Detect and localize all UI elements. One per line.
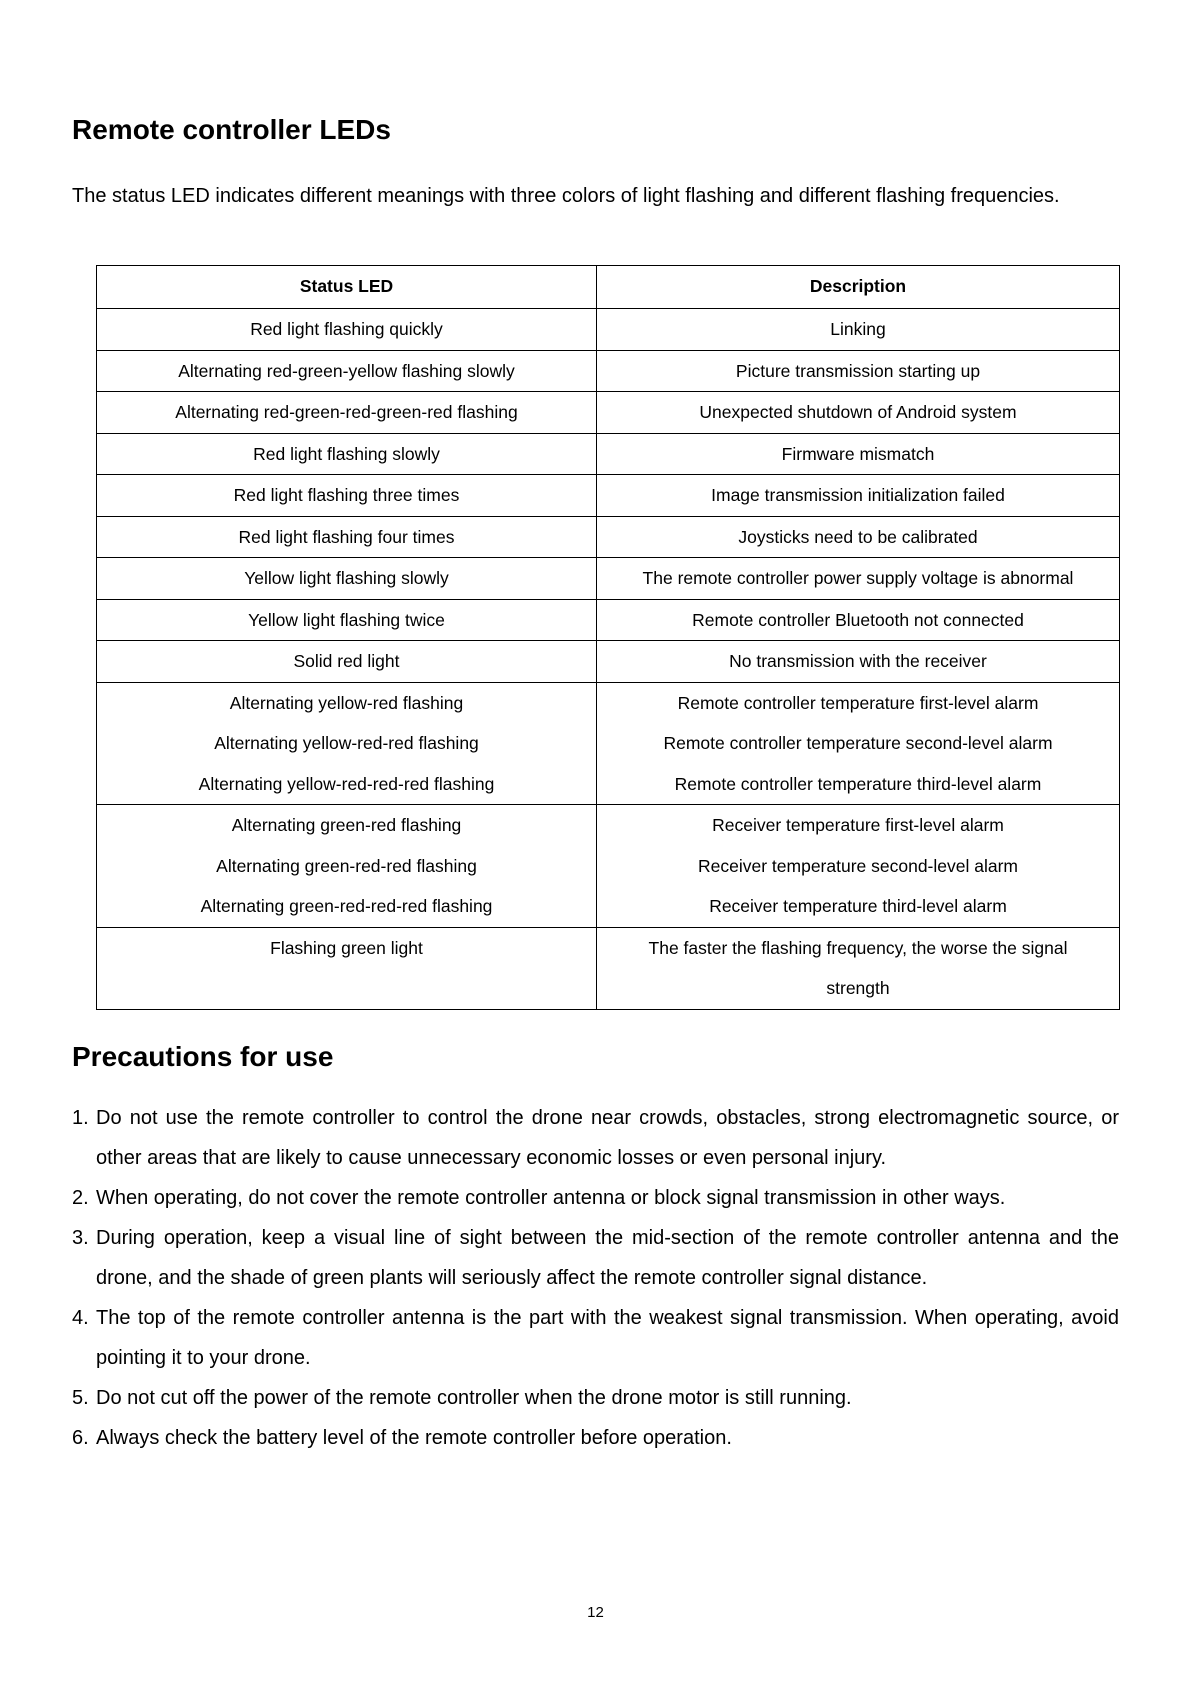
description-text: Firmware mismatch <box>781 443 935 464</box>
description-text: Image transmission initialization failed <box>711 485 1005 505</box>
list-item-text: Do not use the remote controller to control the drone near crowds, obstacles, strong electromagnetic source, or other areas that are likely to cause unnecessary economic losses or even personal injury. <box>96 1107 1119 1169</box>
status-led-text: Alternating green-red-red-red flashing <box>200 896 493 916</box>
table-header-row <box>97 266 1120 309</box>
list-item-number: 3. <box>72 1227 89 1249</box>
status-led-text: Solid red light <box>293 651 400 671</box>
table-row <box>97 516 1120 558</box>
table-row <box>97 558 1120 600</box>
description-cell <box>597 682 1120 805</box>
status-led-cell <box>97 392 597 434</box>
description-cell <box>597 927 1120 1009</box>
description-text: Remote controller temperature first-level alarm <box>677 692 1039 713</box>
list-item-number: 2. <box>72 1187 89 1209</box>
description-cell <box>597 599 1120 641</box>
status-led-text: Alternating yellow-red-red-red flashing <box>198 773 495 794</box>
table-row-receiver-temperature-alarms <box>97 805 1120 928</box>
description-cell <box>597 350 1120 392</box>
description-cell <box>597 805 1120 928</box>
table-row-remote-temperature-alarms <box>97 682 1120 805</box>
column-header-description: Description <box>597 266 1120 309</box>
status-led-cell <box>97 350 597 392</box>
status-led-text: Red light flashing three times <box>233 485 460 505</box>
page-number: 12 <box>587 1604 604 1621</box>
status-led-cell <box>97 599 597 641</box>
table-row <box>97 475 1120 517</box>
status-led-cell <box>97 805 597 928</box>
description-cell <box>597 309 1120 351</box>
description-text: The remote controller power supply voltage is abnormal <box>642 568 1074 588</box>
column-header-status-led: Status LED <box>97 266 597 309</box>
list-item-text: The top of the remote controller antenna is the part with the weakest signal transmission. When operating, avoid pointing it to your drone. <box>96 1307 1119 1369</box>
status-led-text: Alternating green-red-red flashing <box>216 855 477 876</box>
status-led-text: Alternating yellow-red flashing <box>229 692 464 713</box>
list-item-number: 5. <box>72 1387 89 1409</box>
list-item <box>72 1378 1119 1418</box>
section-title-precautions-for-use: Precautions for use <box>72 1041 334 1072</box>
description-text: The faster the flashing frequency, the worse the signal <box>648 937 1068 958</box>
description-text: Joysticks need to be calibrated <box>738 526 978 547</box>
description-text: Picture transmission starting up <box>735 360 981 381</box>
list-item <box>72 1218 1119 1298</box>
description-text: Remote controller temperature third-level alarm <box>674 773 1042 794</box>
table-row-signal-strength <box>97 927 1120 1009</box>
table-row <box>97 641 1120 683</box>
list-item <box>72 1178 1119 1218</box>
status-led-text: Yellow light flashing twice <box>248 609 445 630</box>
status-led-cell <box>97 516 597 558</box>
list-item <box>72 1418 1119 1458</box>
list-item-number: 1. <box>72 1107 89 1129</box>
description-cell <box>597 516 1120 558</box>
list-item-text: Do not cut off the power of the remote controller when the drone motor is still running. <box>96 1387 852 1409</box>
table-row <box>97 599 1120 641</box>
list-item <box>72 1298 1119 1378</box>
list-item-text: Always check the battery level of the remote controller before operation. <box>96 1427 732 1449</box>
description-text: No transmission with the receiver <box>729 651 987 671</box>
status-led-text: Alternating red-green-yellow flashing slowly <box>178 360 515 381</box>
description-text: Receiver temperature second-level alarm <box>698 855 1018 876</box>
status-led-cell <box>97 927 597 1009</box>
status-led-text: Red light flashing quickly <box>250 319 443 339</box>
status-led-text: Alternating yellow-red-red flashing <box>214 733 479 753</box>
status-led-cell <box>97 475 597 517</box>
list-item-text: During operation, keep a visual line of sight between the mid-section of the remote controller antenna and the drone, and the shade of green plants will seriously affect the remote controller signal distance. <box>96 1227 1119 1289</box>
description-cell <box>597 641 1120 683</box>
list-item-number: 4. <box>72 1307 89 1329</box>
list-item <box>72 1098 1119 1178</box>
description-cell <box>597 433 1120 475</box>
table-row <box>97 433 1120 475</box>
status-led-cell <box>97 309 597 351</box>
status-led-text: Flashing green light <box>270 937 423 958</box>
description-cell <box>597 392 1120 434</box>
table-row <box>97 392 1120 434</box>
status-led-cell <box>97 641 597 683</box>
description-text: Receiver temperature first-level alarm <box>712 815 1004 835</box>
table-row <box>97 309 1120 351</box>
status-led-text: Red light flashing four times <box>238 526 455 547</box>
status-led-text: Alternating green-red flashing <box>231 815 462 835</box>
description-text: Remote controller Bluetooth not connected <box>692 609 1024 630</box>
status-led-cell <box>97 558 597 600</box>
status-led-table <box>96 265 1120 1010</box>
description-text: Unexpected shutdown of Android system <box>699 402 1017 422</box>
intro-paragraph: The status LED indicates different meanings with three colors of light flashing and different flashing frequencies. <box>72 185 1060 207</box>
list-item-text: When operating, do not cover the remote controller antenna or block signal transmission in other ways. <box>96 1187 1006 1209</box>
description-text: Linking <box>830 319 886 339</box>
status-led-cell <box>97 433 597 475</box>
precautions-list <box>72 1098 1119 1458</box>
list-item-number: 6. <box>72 1427 89 1449</box>
description-text: Remote controller temperature second-level alarm <box>663 733 1053 753</box>
table-row <box>97 350 1120 392</box>
status-led-text: Red light flashing slowly <box>253 443 440 464</box>
status-led-cell <box>97 682 597 805</box>
description-text: strength <box>826 978 890 998</box>
description-text: Receiver temperature third-level alarm <box>709 896 1007 916</box>
status-led-text: Alternating red-green-red-green-red flashing <box>175 402 518 422</box>
description-cell <box>597 558 1120 600</box>
section-title-remote-controller-leds: Remote controller LEDs <box>72 114 391 145</box>
description-cell <box>597 475 1120 517</box>
status-led-text: Yellow light flashing slowly <box>244 568 449 588</box>
